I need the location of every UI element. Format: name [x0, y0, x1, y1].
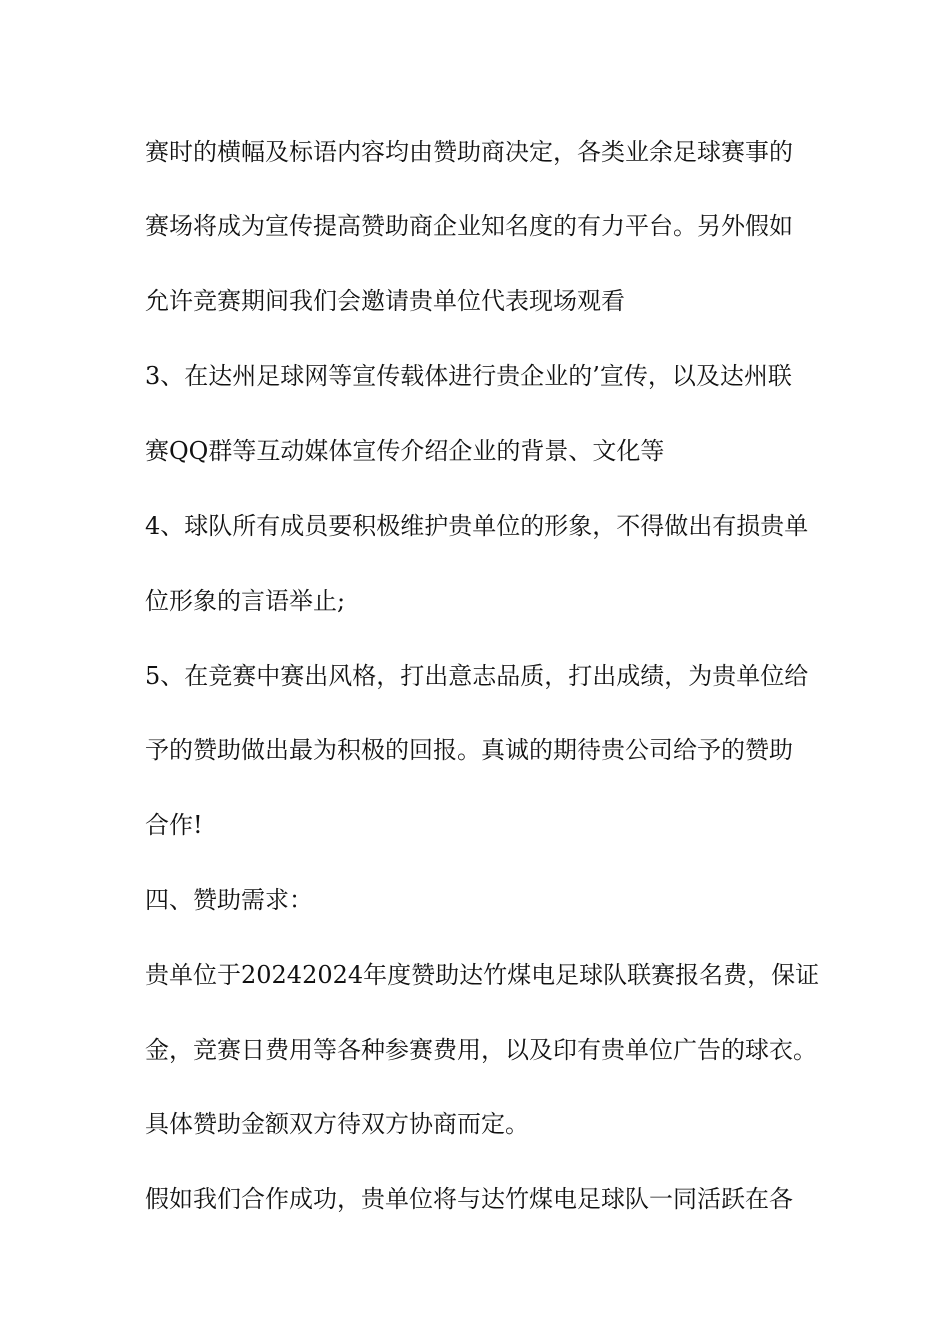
text-line: 具体赞助金额双方待双方协商而定。	[145, 1110, 529, 1138]
text-line: 3、在达州足球网等宣传载体进行贵企业的’宣传，以及达州联	[145, 362, 792, 390]
text-line: 假如我们合作成功，贵单位将与达竹煤电足球队一同活跃在各	[145, 1185, 793, 1213]
text-line: 赛QQ群等互动媒体宣传介绍企业的背景、文化等	[145, 437, 665, 465]
text-line: 4、球队所有成员要积极维护贵单位的形象，不得做出有损贵单	[145, 512, 809, 540]
text-line: 位形象的言语举止;	[145, 587, 346, 615]
section-heading: 四、赞助需求：	[145, 886, 313, 914]
text-line: 合作!	[145, 811, 203, 839]
text-line: 贵单位于20242024年度赞助达竹煤电足球队联赛报名费，保证	[145, 961, 820, 989]
text-line: 赛时的横幅及标语内容均由赞助商决定，各类业余足球赛事的	[145, 138, 793, 166]
text-line: 5、在竞赛中赛出风格，打出意志品质，打出成绩，为贵单位给	[145, 662, 809, 690]
text-line: 予的赞助做出最为积极的回报。真诚的期待贵公司给予的赞助	[145, 736, 793, 764]
text-line: 赛场将成为宣传提高赞助商企业知名度的有力平台。另外假如	[145, 212, 793, 240]
text-line: 允许竞赛期间我们会邀请贵单位代表现场观看	[145, 287, 625, 315]
text-line: 金，竞赛日费用等各种参赛费用，以及印有贵单位广告的球衣。	[145, 1036, 817, 1064]
